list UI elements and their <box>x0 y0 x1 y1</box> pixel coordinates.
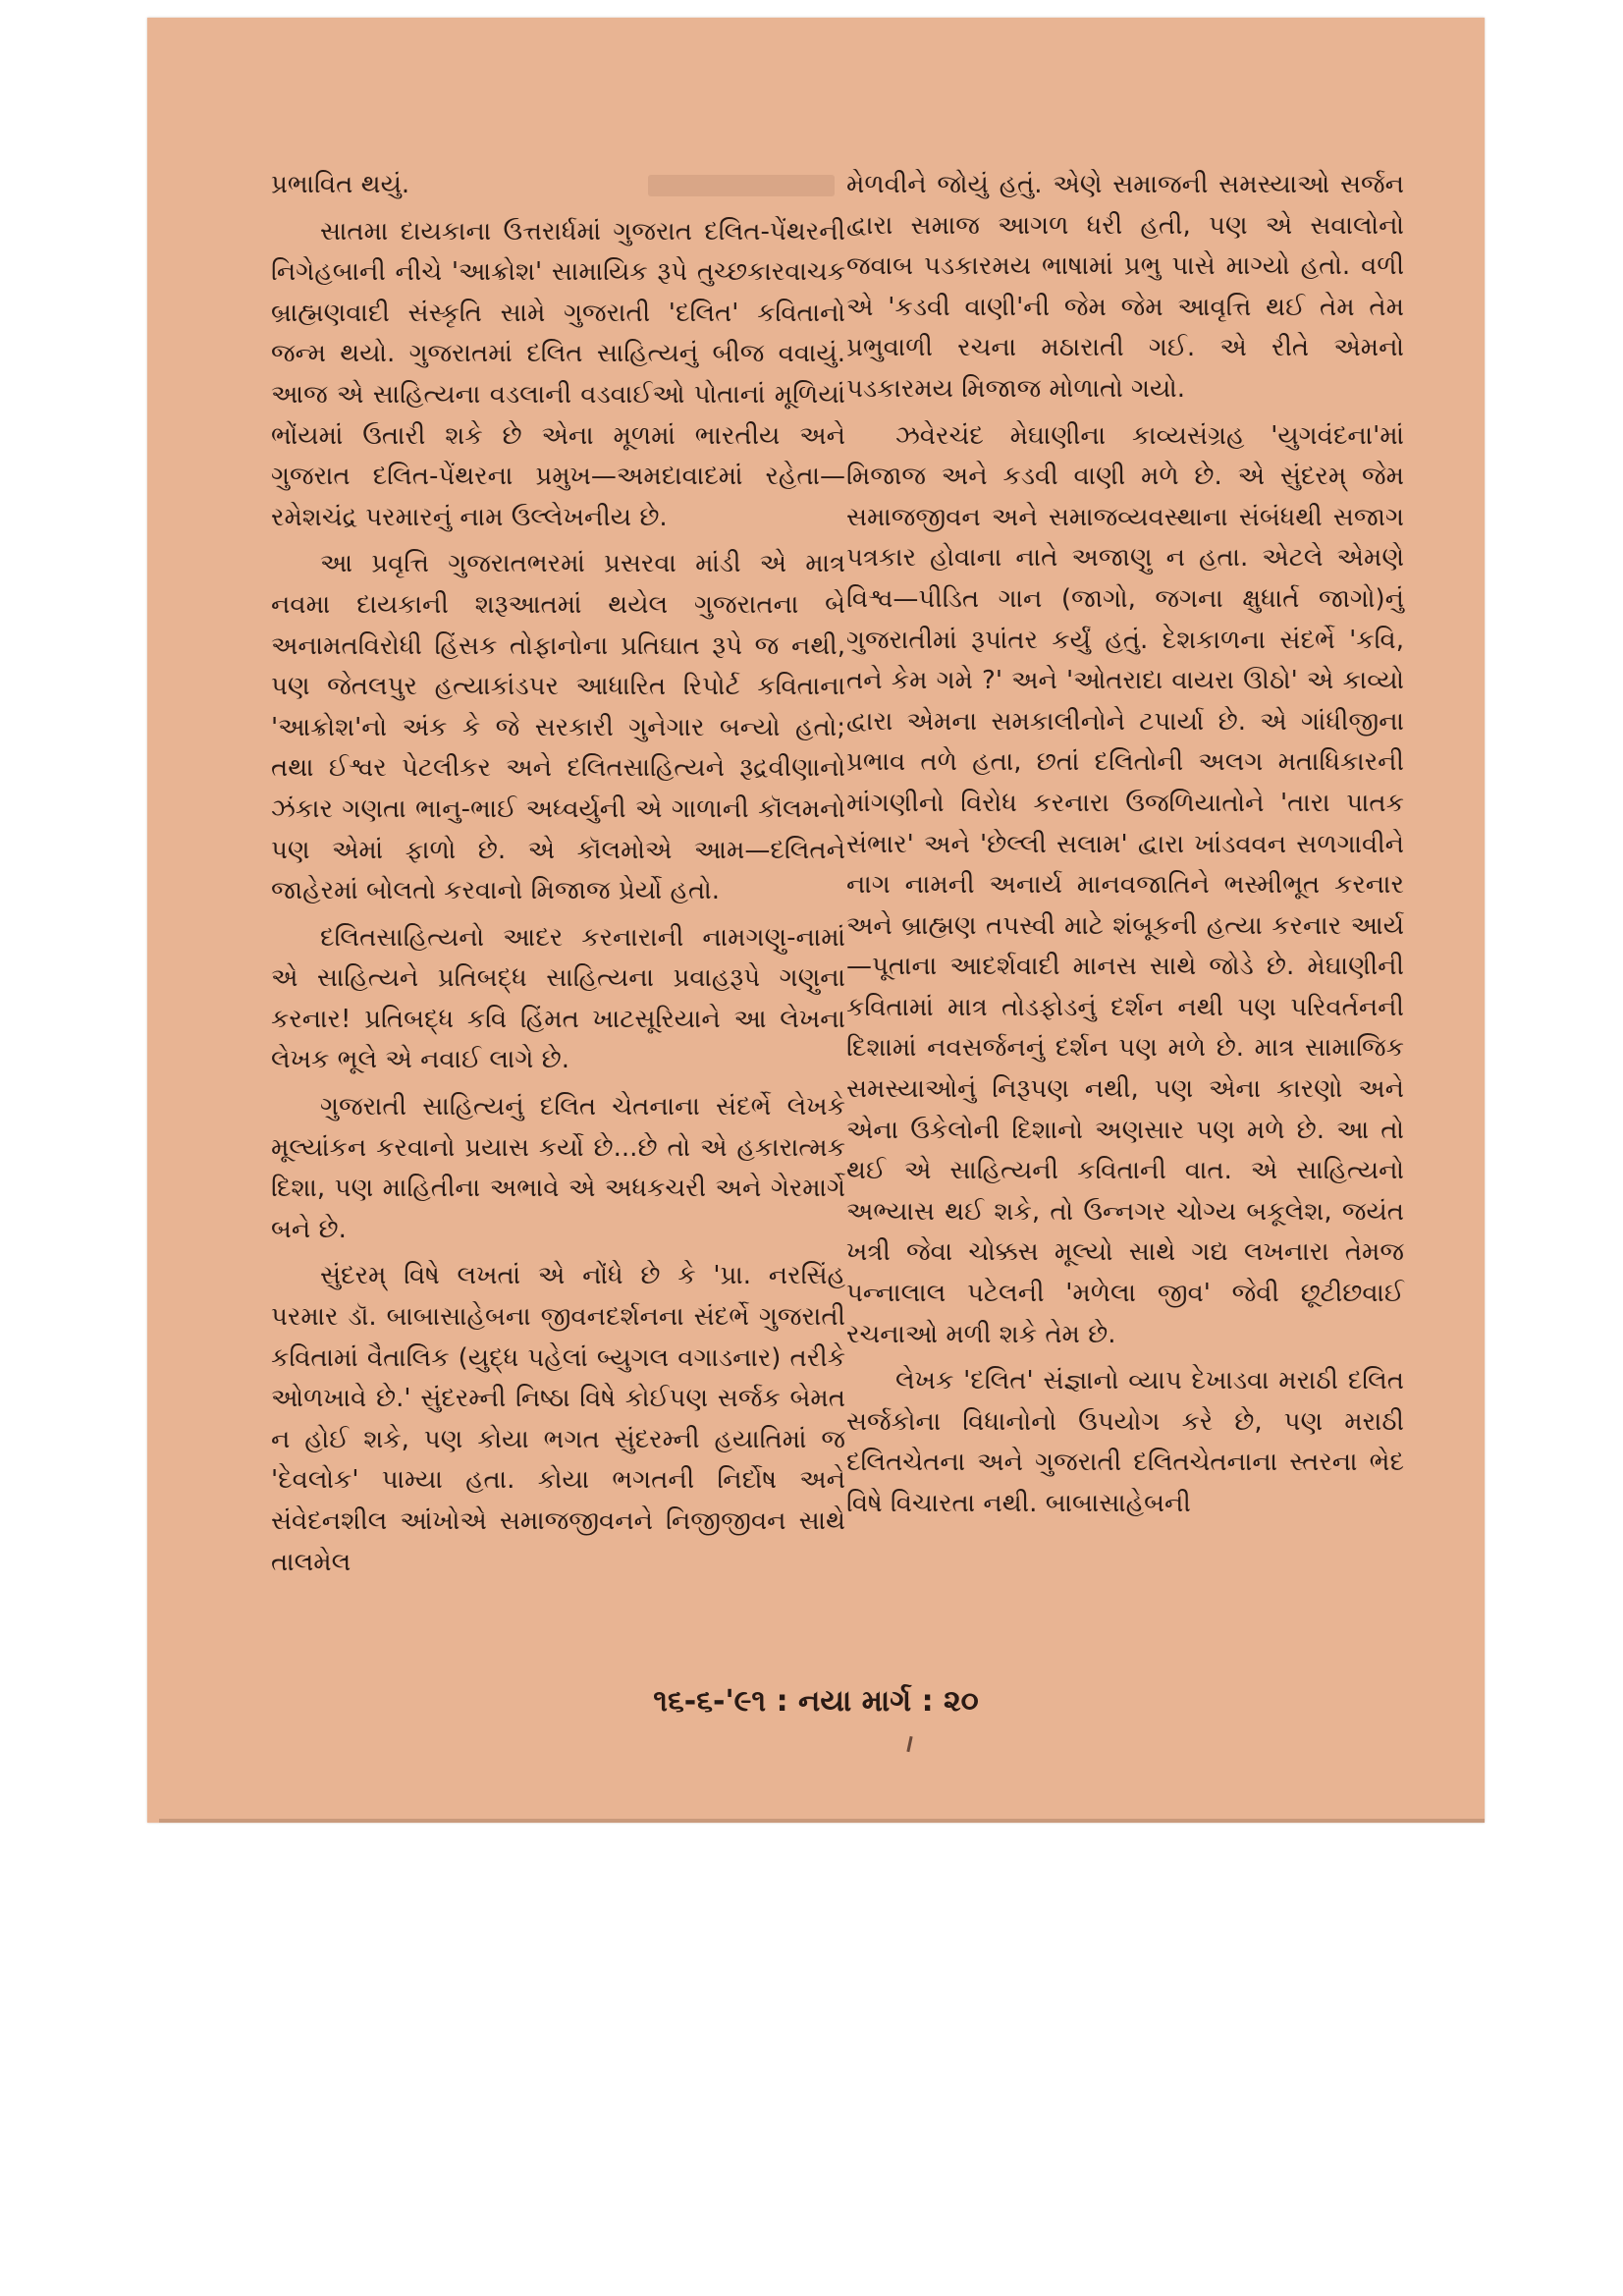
paragraph: ઝવેરચંદ મેઘાણીના કાવ્યસંગ્રહ 'યુગવંદના'માં મિજાજ અને કડવી વાણી મળે છે. એ સુંદરમ્ જેમ સમાજજીવન અને સમાજવ્યવસ્થાના સંબંધથી સજાગ પત્રકાર હોવાના નાતે અજાણુ ન હતા. એટલે એમણે વિશ્વ—પીડિત ગાન (જાગો, જગના ક્ષુધાર્ત જાગો)નું ગુજરાતીમાં રૂપાંતર કર્યું હતું. દેશકાળના સંદર્ભે 'કવિ, તને કેમ ગમે ?' અને 'ઓતરાદા વાયરા ઊઠો' એ કાવ્યો દ્વારા એમના સમકાલીનોને ટપાર્યા છે. એ ગાંધીજીના પ્રભાવ તળે હતા, છતાં દલિતોની અલગ મતાધિકારની માંગણીનો વિરોધ કરનારા ઉજળિયાતોને 'તારા પાતક સંભાર' અને 'છેલ્લી સલામ' દ્વારા ખાંડવવન સળગાવીને નાગ નામની અનાર્ય માનવજાતિને ભસ્મીભૂત કરનાર અને બ્રાહ્મણ તપસ્વી માટે શંબૂકની હત્યા કરનાર આર્ય—પૂતાના આદર્શવાદી માનસ સાથે જોડે છે. મેઘાણીની કવિતામાં માત્ર તોડફોડનું દર્શન નથી પણ પરિવર્તનની દિશામાં નવસર્જનનું દર્શન પણ મળે છે. માત્ર સામાજિક સમસ્યાઓનું નિરૂપણ નથી, પણ એના કારણો અને એના ઉકેલોની દિશાનો અણસાર પણ મળે છે. આ તો થઈ એ સાહિત્યની કવિતાની વાત. એ સાહિત્યનો અભ્યાસ થઈ શકે, તો ઉન્નગર ચોગ્ય બકૂલેશ, જયંત ખત્રી જેવા ચોક્કસ મૂલ્યો સાથે ગદ્ય લખનારા તેમજ પન્નાલાલ પટેલની 'મળેલા જીવ' જેવી છૂટીછવાઈ રચનાઓ મળી શકે તેમ છે. <box>846 420 1404 1349</box>
left-column <box>271 165 845 1583</box>
paragraph: આ પ્રવૃત્તિ ગુજરાતભરમાં પ્રસરવા માંડી એ માત્ર નવમા દાયકાની શરૂઆતમાં થયેલ ગુજરાતના બે અનામતવિરોધી હિંસક તોફાનોના પ્રતિઘાત રૂપે જ નથી, પણ જેતલપુર હત્યાકાંડપર આધારિત રિપોર્ટ કવિતાના 'આક્રોશ'નો અંક કે જે સરકારી ગુનેગાર બન્યો હતો; તથા ઈશ્વર પેટલીકર અને દલિતસાહિત્યને રૂદ્રવીણાનો ઝંકાર ગણતા ભાનુ-ભાઈ અધ્વર્યુની એ ગાળાની કૉલમનો પણ એમાં ફાળો છે. એ કૉલમોએ આમ—દલિતને જાહેરમાં બોલતો કરવાનો મિજાજ પ્રેર્યો હતો. <box>271 549 845 906</box>
paragraph: દલિતસાહિત્યનો આદર કરનારાની નામગણુ-નામાં એ સાહિત્યને પ્રતિબદ્ધ સાહિત્યના પ્રવાહરૂપે ગણુના કરનાર! પ્રતિબદ્ધ કવિ હિંમત ખાટસૂરિયાને આ લેખના લેખક ભૂલે એ નવાઈ લાગે છે. <box>271 922 845 1075</box>
paragraph: મેળવીને જોયું હતું. એણે સમાજની સમસ્યાઓ સર્જન દ્વારા સમાજ આગળ ધરી હતી, પણ એ સવાલોનો જવાબ પડકારમય ભાષામાં પ્રભુ પાસે માગ્યો હતો. વળી એ 'કડવી વાણી'ની જેમ જેમ આવૃત્તિ થઈ તેમ તેમ પ્રભુવાળી રચના મઠારાતી ગઈ. એ રીતે એમનો પડકારમય મિજાજ મોળાતો ગયો. <box>846 170 1404 404</box>
page-footer: ૧૬-૬-'૯૧ : નયા માર્ગ : ૨૦ <box>653 1684 979 1719</box>
right-column <box>846 165 1404 1525</box>
paragraph: પ્રભાવિત થયું. <box>271 170 410 199</box>
paragraph: ગુજરાતી સાહિત્યનું દલિત ચેતનાના સંદર્ભે લેખકે મૂલ્યાંકન કરવાનો પ્રયાસ કર્યો છે...છે તો એ હકારાત્મક દિશા, પણ માહિતીના અભાવે એ અધકચરી અને ગેરમાર્ગે બને છે. <box>271 1092 845 1244</box>
page-edge-shadow <box>159 1819 1485 1823</box>
paragraph: લેખક 'દલિત' સંજ્ઞાનો વ્યાપ દેખાડવા મરાઠી દલિત સર્જકોના વિધાનોનો ઉપયોગ કરે છે, પણ મરાઠી દલિતચેતના અને ગુજરાતી દલિતચેતનાના સ્તરના ભેદ વિષે વિચારતા નથી. બાબાસાહેબની <box>846 1366 1404 1518</box>
paragraph: સુંદરમ્ વિષે લખતાં એ નોંધે છે કે 'પ્રા. નરસિંહ પરમાર ડૉ. બાબાસાહેબના જીવનદર્શનના સંદર્ભે ગુજરાતી કવિતામાં વૈતાલિક (યુદ્ધ પહેલાં બ્યુગલ વગાડનાર) તરીકે ઓળખાવે છે.' સુંદરમ્ની નિષ્ઠા વિષે કોઈપણ સર્જક બેમત ન હોઈ શકે, પણ કોયા ભગત સુંદરમ્ની હયાતિમાં જ 'દેવલોક' પામ્યા હતા. કોયા ભગતની નિર્દોષ અને સંવેદનશીલ આંખોએ સમાજજીવનને નિજીજીવન સાથે તાલમેલ <box>271 1261 845 1577</box>
paragraph: સાતમા દાયકાના ઉત્તરાર્ધમાં ગુજરાત દલિત-પેંથરની નિગેહબાની નીચે 'આક્રોશ' સામાયિક રૂપે તુચ્છકારવાચક બ્રાહ્મણવાદી સંસ્કૃતિ સામે ગુજરાતી 'દલિત' કવિતાનો જન્મ થયો. ગુજરાતમાં દલિત સાહિત્યનું બીજ વવાયું. આજ એ સાહિત્યના વડલાની વડવાઈઓ પોતાનાં મૂળિયાં ભોંયમાં ઉતારી શકે છે એના મૂળમાં ભારતીય અને ગુજરાત દલિત-પેંથરના પ્રમુખ—અમદાવાદમાં રહેતા—રમેશચંદ્ર પરમારનું નામ ઉલ્લેખનીય છે. <box>271 216 845 532</box>
